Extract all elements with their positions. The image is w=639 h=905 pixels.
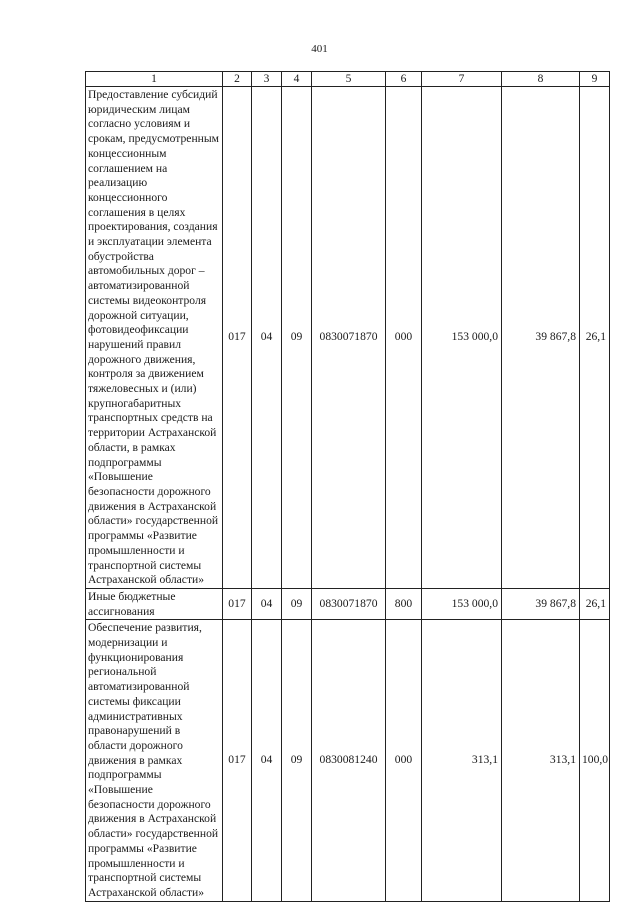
row-cell-section: 04 — [252, 588, 282, 619]
row-description: Предоставление субсидий юридическим лицам согласно условиям и срокам, предусмотренным концессионным соглашением на реализацию концессионного соглашения в целях проектирования, создания и эксплуатации элемента обустройства автомобильных дорог – автоматизированной системы видеоконтроля дорожной ситуации, фотовидеофиксации нарушений правил дорожного движения, контроля за движением тяжеловесных и (или) крупногабаритных транспортных средств на территории Астраханской области, в рамках подпрограммы «Повышение безопасности дорожного движения в Астраханской области» государственной программы «Развитие промышленности и транспортной системы Астраханской области» — [86, 87, 223, 589]
row-cell-section: 04 — [252, 87, 282, 589]
row-cell-percent: 26,1 — [580, 588, 610, 619]
row-cell-target-code: 0830071870 — [312, 87, 386, 589]
row-cell-executed: 39 867,8 — [502, 87, 580, 589]
table-row — [86, 588, 610, 619]
row-cell-target-code: 0830081240 — [312, 620, 386, 901]
row-cell-executed: 313,1 — [502, 620, 580, 901]
row-cell-planned: 313,1 — [422, 620, 502, 901]
row-cell-subsection: 09 — [282, 87, 312, 589]
column-number-9: 9 — [580, 72, 610, 87]
table-row — [86, 87, 610, 589]
page-number: 401 — [311, 43, 328, 55]
row-cell-section: 04 — [252, 620, 282, 901]
row-cell-subsection: 09 — [282, 620, 312, 901]
column-number-8: 8 — [502, 72, 580, 87]
row-cell-target-code: 0830071870 — [312, 588, 386, 619]
row-cell-ministry: 017 — [223, 588, 252, 619]
row-description: Обеспечение развития, модернизации и функционирования региональной автоматизированной системы фиксации административных правонарушений в области дорожного движения в рамках подпрограммы «Повышение безопасности дорожного движения в Астраханской области» государственной программы «Развитие промышленности и транспортной системы Астраханской области» — [86, 620, 223, 901]
row-cell-expense-type: 000 — [386, 620, 422, 901]
column-number-7: 7 — [422, 72, 502, 87]
row-cell-ministry: 017 — [223, 620, 252, 901]
row-cell-planned: 153 000,0 — [422, 87, 502, 589]
row-cell-percent: 100,0 — [580, 620, 610, 901]
column-number-1: 1 — [86, 72, 223, 87]
row-description: Иные бюджетные ассигнования — [86, 588, 223, 619]
row-cell-expense-type: 000 — [386, 87, 422, 589]
table-header-row — [86, 72, 610, 87]
row-cell-planned: 153 000,0 — [422, 588, 502, 619]
column-number-3: 3 — [252, 72, 282, 87]
row-cell-percent: 26,1 — [580, 87, 610, 589]
column-number-2: 2 — [223, 72, 252, 87]
row-cell-ministry: 017 — [223, 87, 252, 589]
column-number-5: 5 — [312, 72, 386, 87]
row-cell-subsection: 09 — [282, 588, 312, 619]
row-cell-expense-type: 800 — [386, 588, 422, 619]
table-row — [86, 620, 610, 901]
column-number-4: 4 — [282, 72, 312, 87]
budget-table — [85, 71, 610, 902]
column-number-6: 6 — [386, 72, 422, 87]
row-cell-executed: 39 867,8 — [502, 588, 580, 619]
